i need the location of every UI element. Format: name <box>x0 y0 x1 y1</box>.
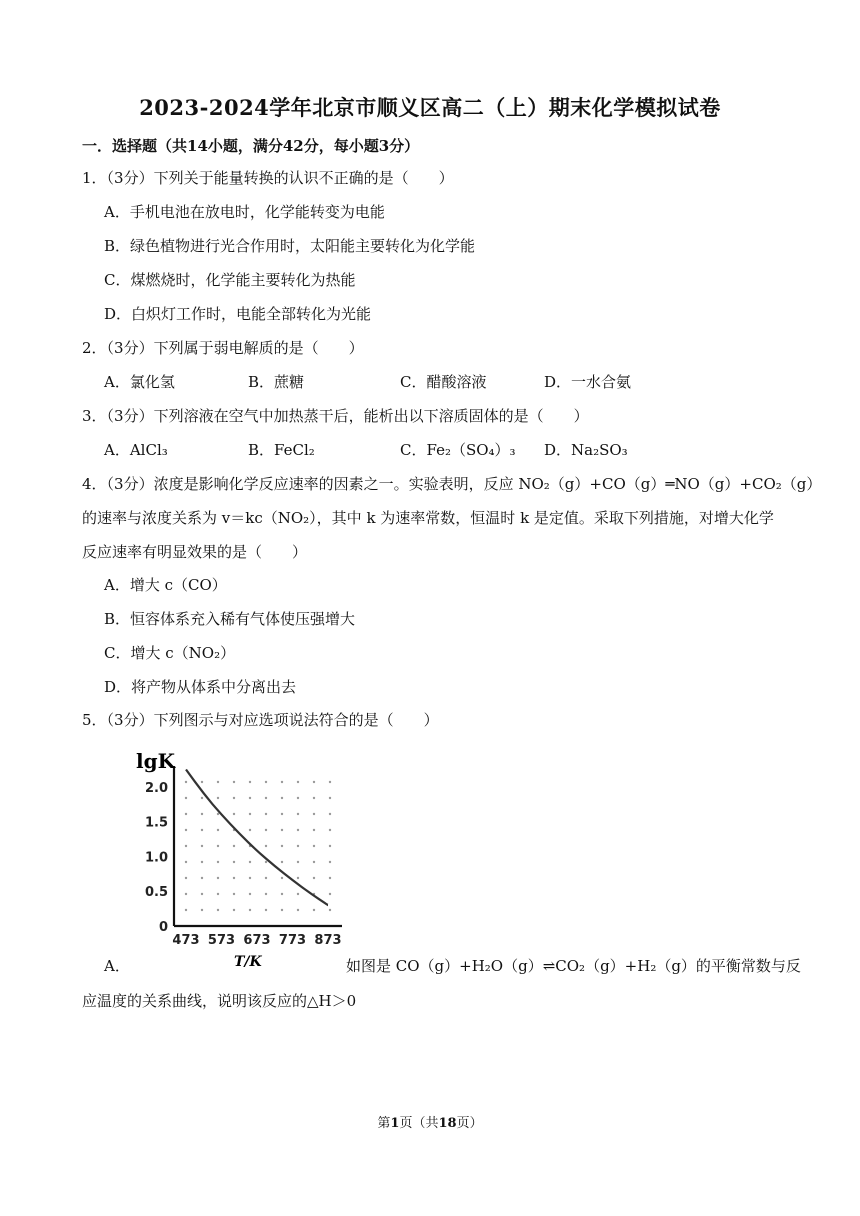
grid-dot <box>297 781 299 783</box>
grid-dot <box>233 893 235 895</box>
x-tick-label: 873 <box>314 933 342 948</box>
grid-dot <box>313 829 315 831</box>
grid-dot <box>233 877 235 879</box>
grid-dot <box>297 797 299 799</box>
grid-dot <box>249 861 251 863</box>
x-axis-title: T/K <box>234 954 262 970</box>
grid-dot <box>281 797 283 799</box>
grid-dot <box>233 797 235 799</box>
grid-dot <box>329 909 331 911</box>
grid-dot <box>313 845 315 847</box>
grid-dot <box>281 845 283 847</box>
grid-dot <box>329 813 331 815</box>
grid-dot <box>329 845 331 847</box>
series-line <box>186 770 328 906</box>
grid-dot <box>233 781 235 783</box>
q1-option-b: B．绿色植物进行光合作用时，太阳能主要转化为化学能 <box>104 237 476 255</box>
x-tick-label: 573 <box>207 933 236 948</box>
grid-dot <box>249 877 251 879</box>
grid-dot <box>265 893 267 895</box>
x-tick-label: 773 <box>278 933 307 948</box>
grid-dot <box>265 813 267 815</box>
q1-option-d: D．白炽灯工作时，电能全部转化为光能 <box>104 305 372 323</box>
grid-dot <box>265 861 267 863</box>
q2-option-c: C．醋酸溶液 <box>400 373 487 391</box>
grid-dot <box>265 829 267 831</box>
q4-option-b: B．恒容体系充入稀有气体使压强增大 <box>104 610 356 628</box>
grid-dot <box>185 877 187 879</box>
q2-stem: 2．（3分）下列属于弱电解质的是（ ） <box>82 339 364 357</box>
grid-dot <box>313 797 315 799</box>
grid-dot <box>265 909 267 911</box>
grid-dot <box>217 797 219 799</box>
grid-dot <box>265 797 267 799</box>
grid-dot <box>233 861 235 863</box>
grid-dot <box>297 893 299 895</box>
grid-dot <box>249 797 251 799</box>
grid-dot <box>185 781 187 783</box>
grid-dot <box>185 829 187 831</box>
grid-dot <box>185 845 187 847</box>
grid-dot <box>201 829 203 831</box>
footer-total-pages: 18 <box>438 1116 457 1131</box>
q4-stem-line3: 反应速率有明显效果的是（ ） <box>82 543 308 561</box>
grid-dot <box>297 829 299 831</box>
grid-dot <box>217 781 219 783</box>
grid-dot <box>217 877 219 879</box>
grid-dot <box>265 781 267 783</box>
q5-stem: 5．（3分）下列图示与对应选项说法符合的是（ ） <box>82 711 439 729</box>
footer-prefix: 第 <box>377 1116 391 1131</box>
grid-dot <box>313 781 315 783</box>
q4-option-c: C．增大 c（NO₂） <box>104 644 236 662</box>
grid-dot <box>217 893 219 895</box>
grid-dot <box>217 829 219 831</box>
grid-dot <box>329 829 331 831</box>
grid-dot <box>185 893 187 895</box>
grid-dot <box>201 781 203 783</box>
grid-dot <box>201 893 203 895</box>
y-tick-label: 2.0 <box>144 780 168 796</box>
y-axis-title: lgK <box>136 749 175 773</box>
grid-dot <box>281 893 283 895</box>
grid-dot <box>329 781 331 783</box>
grid-dot <box>265 877 267 879</box>
q1-stem: 1．（3分）下列关于能量转换的认识不正确的是（ ） <box>82 169 454 187</box>
grid-dot <box>329 797 331 799</box>
y-tick-label: 1.0 <box>144 850 168 866</box>
grid-dot <box>185 909 187 911</box>
grid-dot <box>297 909 299 911</box>
grid-dot <box>313 877 315 879</box>
grid-dot <box>201 845 203 847</box>
grid-dot <box>281 813 283 815</box>
grid-dot <box>249 813 251 815</box>
grid-dot <box>185 813 187 815</box>
q4-option-d: D．将产物从体系中分离出去 <box>104 678 297 696</box>
grid-dot <box>201 861 203 863</box>
grid-dot <box>297 861 299 863</box>
grid-dot <box>249 781 251 783</box>
q2-option-a: A．氯化氢 <box>104 373 175 391</box>
q3-option-a: A．AlCl₃ <box>104 441 168 459</box>
grid-dot <box>281 829 283 831</box>
section-heading: 一．选择题（共14小题，满分42分，每小题3分） <box>82 137 420 155</box>
grid-dot <box>201 909 203 911</box>
grid-dot <box>265 845 267 847</box>
grid-dot <box>201 797 203 799</box>
y-tick-label: 0 <box>158 920 168 935</box>
grid-dot <box>281 877 283 879</box>
grid-dot <box>217 813 219 815</box>
grid-dot <box>281 781 283 783</box>
grid-dot <box>217 845 219 847</box>
grid-dot <box>297 877 299 879</box>
grid-dot <box>217 861 219 863</box>
q5-option-a-text-line1: 如图是 CO（g）+H₂O（g）⇌CO₂（g）+H₂（g）的平衡常数与反 <box>346 957 801 975</box>
q2-option-b: B．蔗糖 <box>248 373 305 391</box>
q4-stem-line2: 的速率与浓度关系为 v＝kc（NO₂），其中 k 为速率常数，恒温时 k 是定值。采取下列措施，对增大化学 <box>82 509 774 527</box>
q4-option-a: A．增大 c（CO） <box>104 576 227 594</box>
q2-option-d: D．一水合氨 <box>544 373 632 391</box>
q3-option-b: B．FeCl₂ <box>248 441 315 459</box>
grid-dot <box>281 861 283 863</box>
grid-dot <box>313 861 315 863</box>
grid-dot <box>217 909 219 911</box>
grid-dot <box>281 909 283 911</box>
grid-dot <box>185 861 187 863</box>
grid-dot <box>249 829 251 831</box>
q1-option-a: A．手机电池在放电时，化学能转变为电能 <box>104 203 385 221</box>
grid-dot <box>313 813 315 815</box>
q3-stem: 3．（3分）下列溶液在空气中加热蒸干后，能析出以下溶质固体的是（ ） <box>82 407 589 425</box>
q4-stem-line1: 4．（3分）浓度是影响化学反应速率的因素之一。实验表明，反应 NO₂（g）+CO（g）═NO（g）+CO₂（g） <box>82 475 822 493</box>
grid-dot <box>233 845 235 847</box>
y-tick-label: 0.5 <box>144 885 168 901</box>
grid-dot <box>297 845 299 847</box>
page-footer <box>0 1112 860 1131</box>
grid-dot <box>297 813 299 815</box>
grid-dot <box>201 813 203 815</box>
grid-dot <box>233 813 235 815</box>
grid-dot <box>249 893 251 895</box>
document-title: 2023-2024学年北京市顺义区高二（上）期末化学模拟试卷 <box>139 95 721 120</box>
lgk-vs-temperature-chart <box>128 746 348 970</box>
y-tick-label: 1.5 <box>144 815 168 831</box>
grid-dot <box>201 877 203 879</box>
grid-dot <box>249 909 251 911</box>
x-tick-label: 473 <box>172 933 200 948</box>
grid-dot <box>313 909 315 911</box>
grid-dot <box>233 909 235 911</box>
footer-page-number: 1 <box>390 1116 400 1131</box>
grid-dot <box>329 877 331 879</box>
grid-dot <box>185 797 187 799</box>
grid-dot <box>329 861 331 863</box>
x-tick-label: 673 <box>243 933 271 948</box>
q5-option-a-text-line2: 应温度的关系曲线，说明该反应的△H＞0 <box>82 992 357 1010</box>
q3-option-d: D．Na₂SO₃ <box>544 441 628 459</box>
footer-suffix: 页） <box>456 1116 483 1131</box>
q5-option-a-label: A． <box>104 957 130 975</box>
q3-option-c: C．Fe₂（SO₄）₃ <box>400 441 516 459</box>
q1-option-c: C．煤燃烧时，化学能主要转化为热能 <box>104 271 356 289</box>
footer-mid: 页（共 <box>399 1116 439 1131</box>
grid-dot <box>329 893 331 895</box>
